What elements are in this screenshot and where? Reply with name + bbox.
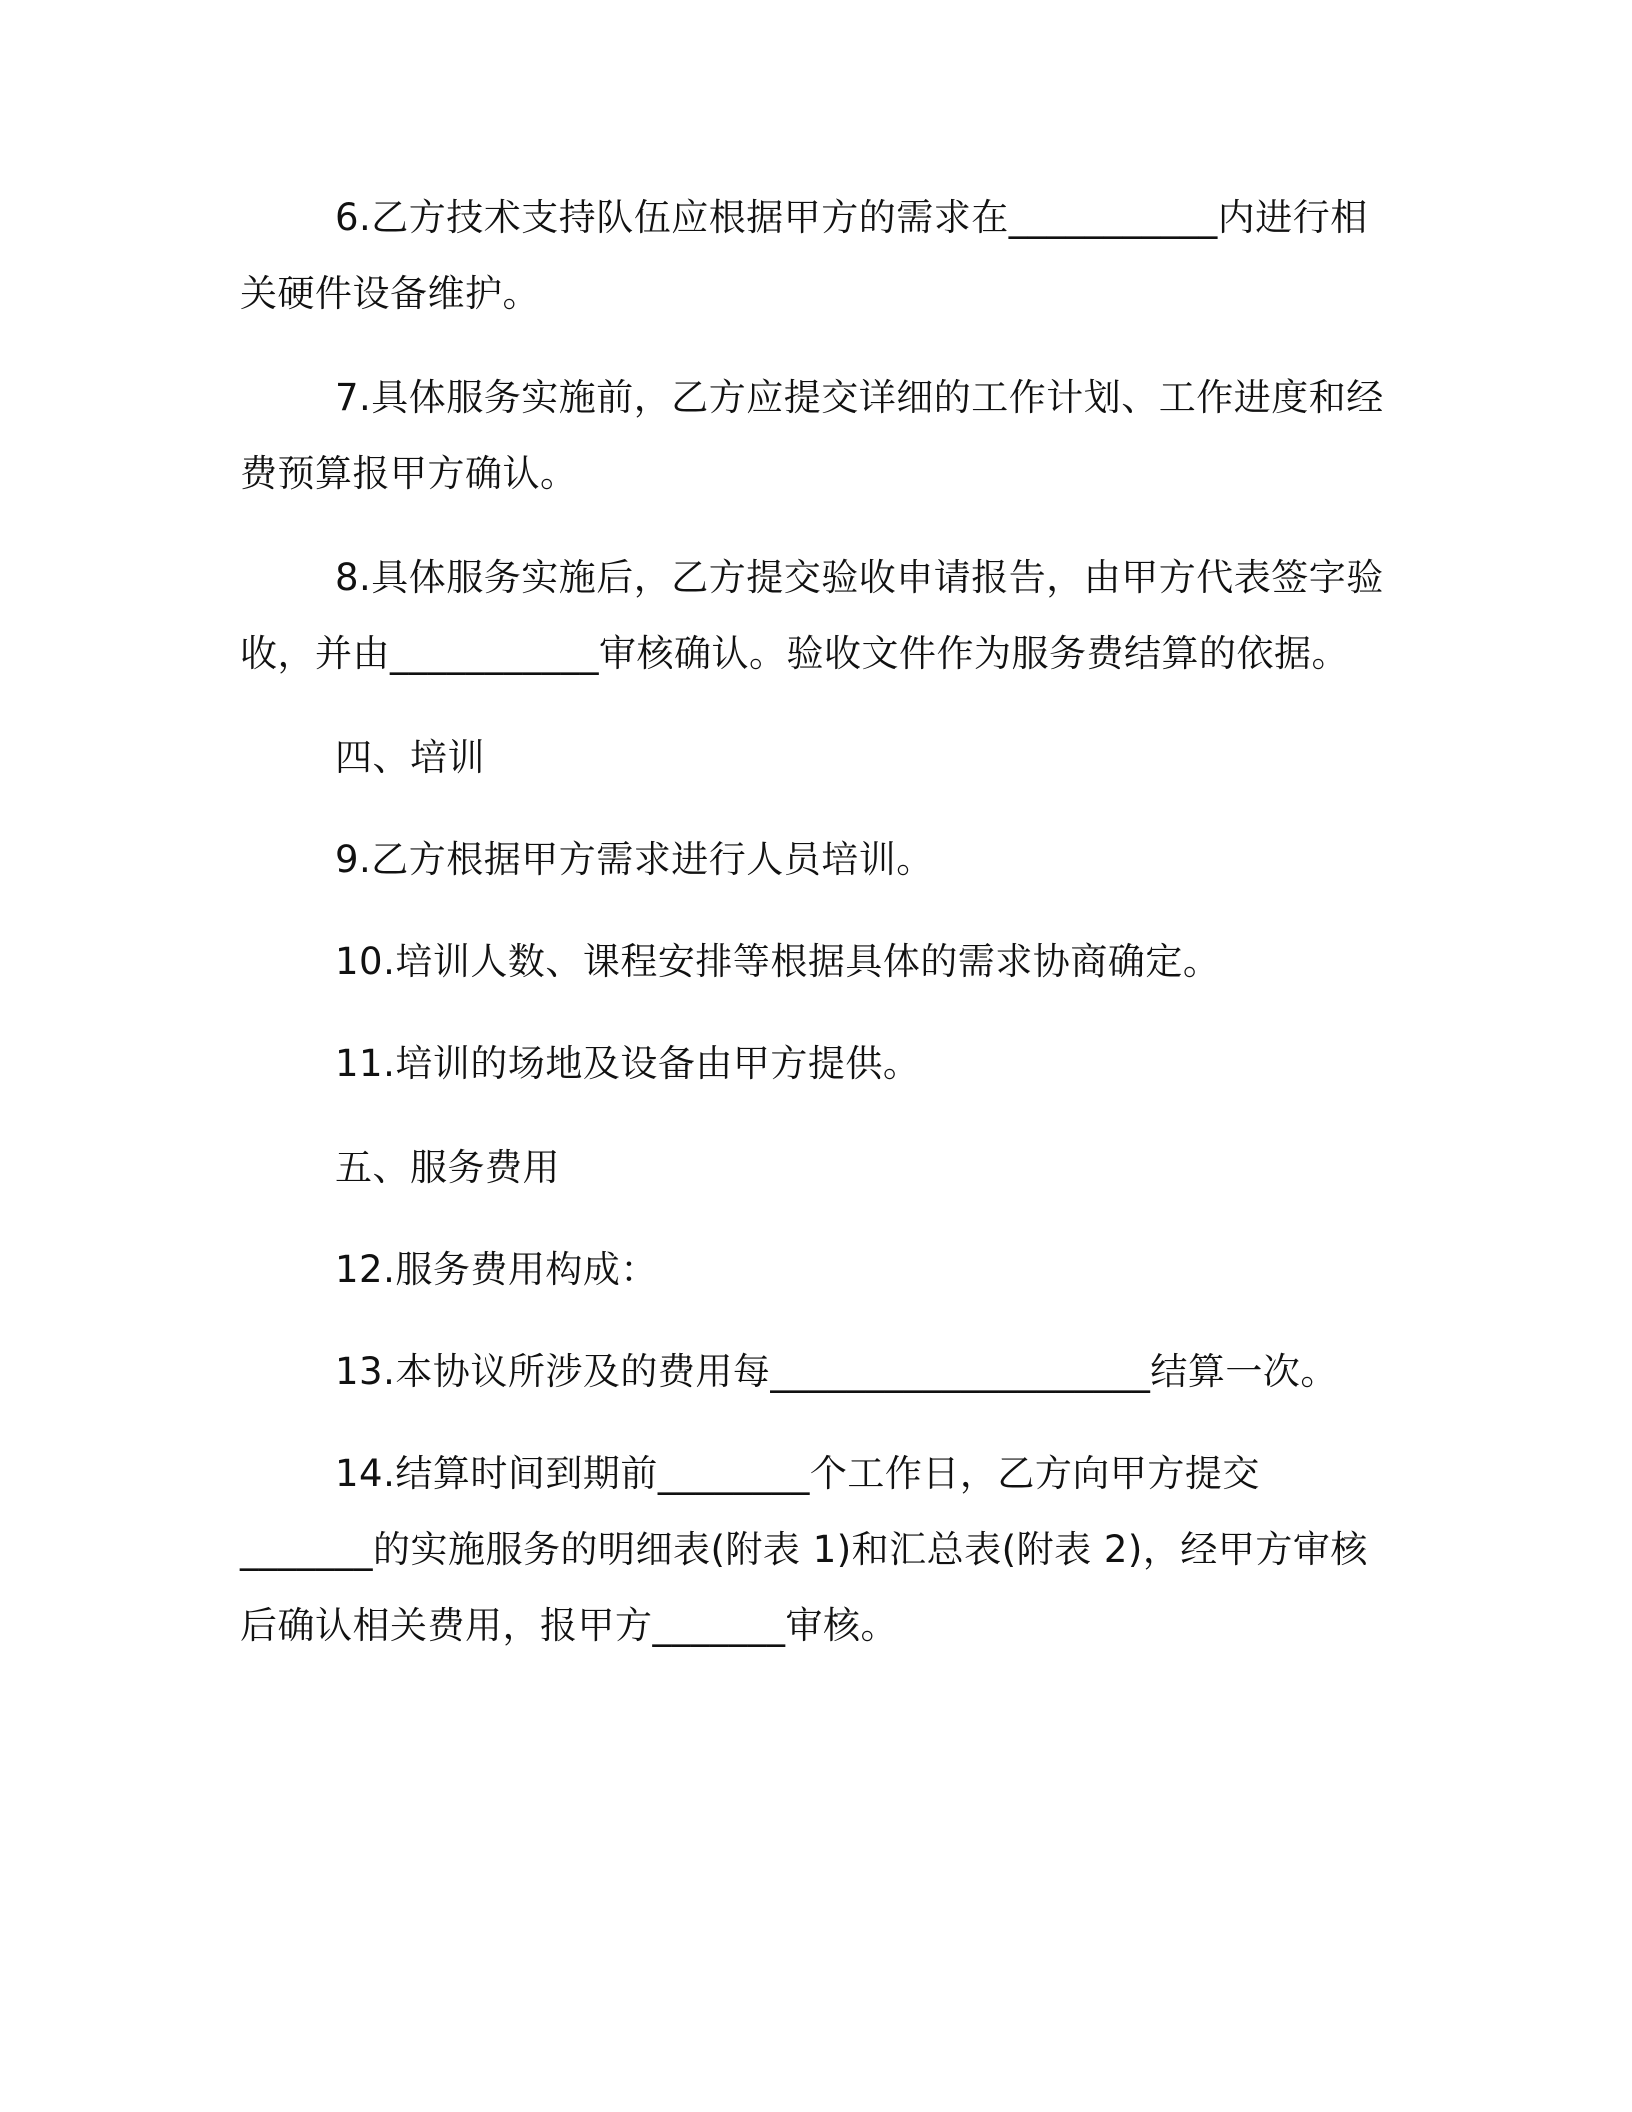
paragraph-14-line-2: _______的实施服务的明细表(附表 1)和汇总表(附表 2)，经甲方审核 <box>240 1528 1368 1571</box>
paragraph-14-line-1: 14.结算时间到期前________个工作日，乙方向甲方提交 <box>335 1452 1260 1495</box>
paragraph-7-line-1: 7.具体服务实施前，乙方应提交详细的工作计划、工作进度和经 <box>335 376 1384 419</box>
paragraph-11: 11.培训的场地及设备由甲方提供。 <box>335 1042 921 1085</box>
paragraph-7 <box>240 360 1390 512</box>
paragraph-9: 9.乙方根据甲方需求进行人员培训。 <box>335 838 934 881</box>
section-heading-training: 四、培训 <box>335 736 485 779</box>
paragraph-14 <box>240 1436 1390 1664</box>
paragraph-12: 12.服务费用构成： <box>335 1248 658 1291</box>
paragraph-8 <box>240 540 1390 692</box>
paragraph-8-line-1: 8.具体服务实施后，乙方提交验收申请报告，由甲方代表签字验 <box>335 556 1384 599</box>
paragraph-13: 13.本协议所涉及的费用每____________________结算一次。 <box>335 1350 1338 1393</box>
section-heading-fees: 五、服务费用 <box>335 1146 560 1189</box>
paragraph-14-line-3: 后确认相关费用，报甲方_______审核。 <box>240 1604 898 1647</box>
paragraph-10: 10.培训人数、课程安排等根据具体的需求协商确定。 <box>335 940 1221 983</box>
paragraph-6 <box>240 180 1390 332</box>
paragraph-7-line-2: 费预算报甲方确认。 <box>240 452 578 495</box>
paragraph-8-line-2: 收，并由___________审核确认。验收文件作为服务费结算的依据。 <box>240 632 1349 675</box>
paragraph-6-line-2: 关硬件设备维护。 <box>240 272 540 315</box>
paragraph-6-line-1: 6.乙方技术支持队伍应根据甲方的需求在___________内进行相 <box>335 196 1368 239</box>
